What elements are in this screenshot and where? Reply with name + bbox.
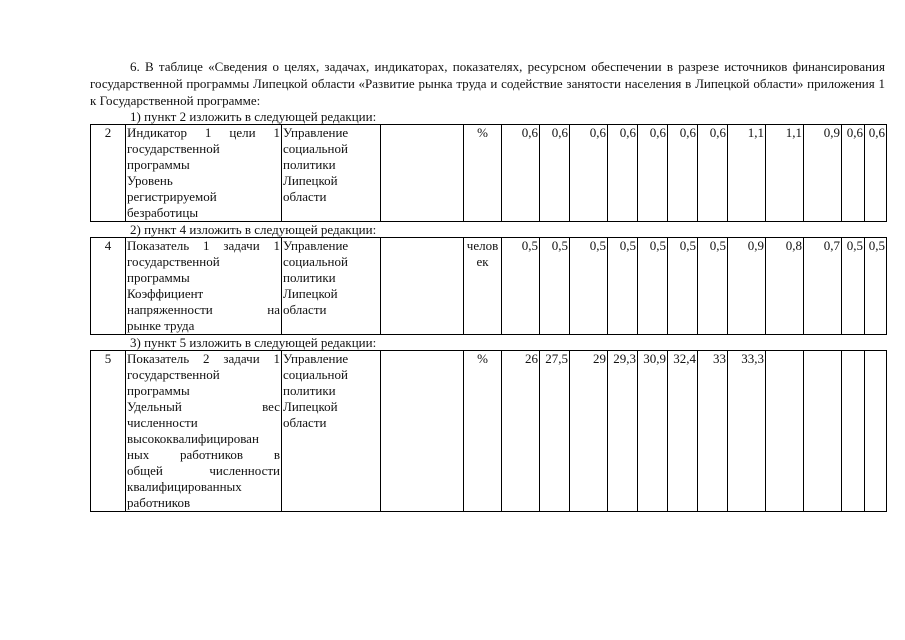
- value-cell: 27,5: [540, 351, 570, 512]
- indicator-table: [90, 350, 887, 512]
- indicator-name-line: численности: [127, 415, 198, 430]
- org-line: области: [283, 302, 327, 317]
- org-line: социальной: [283, 367, 348, 382]
- row-number-cell: 2: [91, 125, 126, 222]
- value-cell: 0,9: [728, 238, 766, 335]
- responsible-org-cell: [282, 351, 381, 512]
- value-cell: 32,4: [668, 351, 698, 512]
- value-cell: 0,6: [608, 125, 638, 222]
- value-cell: [865, 351, 887, 512]
- unit-cell: [464, 351, 502, 512]
- sections-container: [90, 109, 885, 512]
- indicator-name-line: работников: [127, 495, 191, 510]
- value-cell: 0,6: [668, 125, 698, 222]
- table-row: [91, 238, 887, 335]
- org-line: политики: [283, 157, 336, 172]
- org-line: политики: [283, 270, 336, 285]
- unit-line: %: [477, 125, 488, 140]
- value-cell: 0,5: [638, 238, 668, 335]
- indicator-table: [90, 237, 887, 335]
- section-heading: 3) пункт 5 изложить в следующей редакции:: [130, 335, 377, 350]
- indicator-name-line: программы: [127, 383, 190, 398]
- unit-line: челов: [466, 238, 499, 253]
- indicator-name-line: общей численности: [127, 463, 280, 478]
- table-row: [91, 351, 887, 512]
- value-cell: 30,9: [638, 351, 668, 512]
- indicator-name-line: напряженности на: [127, 302, 280, 317]
- value-cell: 26: [502, 351, 540, 512]
- indicator-name-line: Коэффициент: [127, 286, 204, 301]
- indicator-name-line: регистрируемой: [127, 189, 217, 204]
- indicator-name-line: Индикатор 1 цели 1: [127, 125, 280, 140]
- row-number-cell: 5: [91, 351, 126, 512]
- value-cell: 0,6: [865, 125, 887, 222]
- value-cell: 0,6: [842, 125, 865, 222]
- value-cell: 29,3: [608, 351, 638, 512]
- value-cell: 29: [570, 351, 608, 512]
- empty-cell: [381, 125, 464, 222]
- indicator-name-line: Показатель 1 задачи 1: [127, 238, 280, 253]
- value-cell: 33,3: [728, 351, 766, 512]
- value-cell: 0,6: [638, 125, 668, 222]
- org-line: Липецкой: [283, 286, 338, 301]
- indicator-name-line: государственной: [127, 367, 220, 382]
- value-cell: 0,9: [804, 125, 842, 222]
- table-row: [91, 125, 887, 222]
- org-line: социальной: [283, 141, 348, 156]
- value-cell: [804, 351, 842, 512]
- unit-cell: [464, 238, 502, 335]
- indicator-name-line: высококвалифицирован: [127, 431, 259, 446]
- empty-cell: [381, 238, 464, 335]
- value-cell: [766, 351, 804, 512]
- row-number-cell: 4: [91, 238, 126, 335]
- indicator-name-line: квалифицированных: [127, 479, 242, 494]
- value-cell: 0,7: [804, 238, 842, 335]
- value-cell: 1,1: [728, 125, 766, 222]
- org-line: области: [283, 189, 327, 204]
- org-line: политики: [283, 383, 336, 398]
- responsible-org-cell: [282, 125, 381, 222]
- indicator-table: [90, 124, 887, 222]
- org-line: Липецкой: [283, 399, 338, 414]
- value-cell: 0,5: [608, 238, 638, 335]
- value-cell: 0,5: [570, 238, 608, 335]
- value-cell: 0,8: [766, 238, 804, 335]
- indicator-name-line: государственной: [127, 141, 220, 156]
- indicator-name-line: программы: [127, 270, 190, 285]
- indicator-name-line: Уровень: [127, 173, 173, 188]
- section-heading: 1) пункт 2 изложить в следующей редакции:: [130, 109, 377, 124]
- value-cell: 0,6: [570, 125, 608, 222]
- value-cell: 1,1: [766, 125, 804, 222]
- responsible-org-cell: [282, 238, 381, 335]
- org-line: Липецкой: [283, 173, 338, 188]
- indicator-name-line: государственной: [127, 254, 220, 269]
- org-line: Управление: [283, 238, 349, 253]
- section-heading: 2) пункт 4 изложить в следующей редакции:: [130, 222, 377, 237]
- empty-cell: [381, 351, 464, 512]
- unit-line: %: [477, 351, 488, 366]
- indicator-name-cell: [126, 238, 282, 335]
- indicator-name-line: программы: [127, 157, 190, 172]
- value-cell: 0,5: [540, 238, 570, 335]
- indicator-name-line: ных работников в: [127, 447, 280, 462]
- org-line: Управление: [283, 125, 349, 140]
- org-line: социальной: [283, 254, 348, 269]
- indicator-name-line: рынке труда: [127, 318, 195, 333]
- value-cell: 0,6: [502, 125, 540, 222]
- value-cell: 0,5: [865, 238, 887, 335]
- value-cell: 0,6: [540, 125, 570, 222]
- indicator-name-line: Показатель 2 задачи 1: [127, 351, 280, 366]
- value-cell: 0,6: [698, 125, 728, 222]
- value-cell: 0,5: [502, 238, 540, 335]
- intro-paragraph: 6. В таблице «Сведения о целях, задачах, индикаторах, показателях, ресурсном обеспечении в разрезе источников финансирования государственной программы Липецкой области «Развитие рынка труда и содействие занятости населения в Липецкой области» приложения 1 к Государственной программе:: [90, 59, 885, 108]
- value-cell: 0,5: [842, 238, 865, 335]
- value-cell: 33: [698, 351, 728, 512]
- document-page: [90, 58, 885, 512]
- indicator-name-cell: [126, 125, 282, 222]
- indicator-name-line: безработицы: [127, 205, 199, 220]
- value-cell: 0,5: [668, 238, 698, 335]
- indicator-name-cell: [126, 351, 282, 512]
- value-cell: 0,5: [698, 238, 728, 335]
- unit-line: ек: [476, 254, 489, 269]
- org-line: области: [283, 415, 327, 430]
- value-cell: [842, 351, 865, 512]
- unit-cell: [464, 125, 502, 222]
- indicator-name-line: Удельный вес: [127, 399, 280, 414]
- org-line: Управление: [283, 351, 349, 366]
